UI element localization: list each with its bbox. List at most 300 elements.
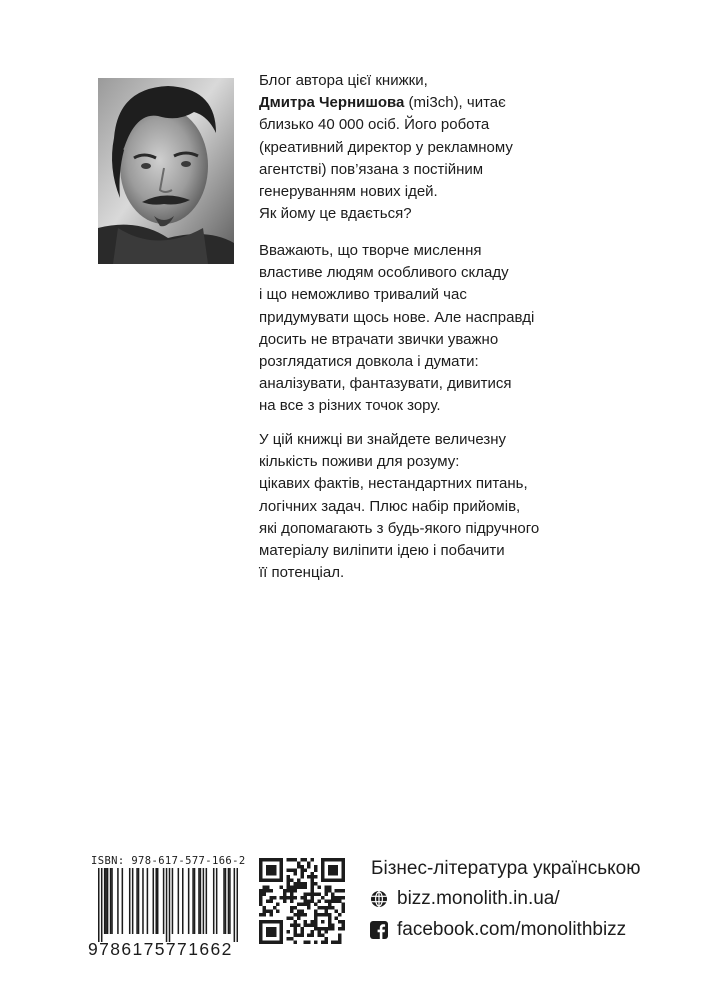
- qr-module: [259, 858, 263, 862]
- qr-module: [259, 899, 263, 903]
- barcode-bar: [111, 868, 113, 934]
- qr-module: [266, 886, 270, 890]
- text-line: властиве людям особливого складу: [259, 264, 509, 282]
- barcode-bar: [117, 868, 119, 934]
- qr-module: [287, 868, 291, 872]
- text-fragment: (mi3ch), читає: [404, 94, 506, 112]
- qr-module: [328, 920, 332, 924]
- qr-module: [293, 934, 297, 938]
- qr-module: [300, 910, 304, 914]
- text-line: і що неможливо тривалий час: [259, 286, 467, 304]
- qr-module: [311, 899, 315, 903]
- qr-module: [328, 923, 332, 927]
- qr-module: [259, 872, 263, 876]
- qr-module: [321, 872, 325, 876]
- qr-module: [297, 903, 301, 907]
- qr-module: [342, 896, 345, 900]
- qr-module: [338, 927, 342, 931]
- qr-module: [307, 934, 311, 938]
- qr-module: [314, 875, 318, 879]
- creative-thinking-paragraph: [259, 240, 589, 418]
- qr-module: [335, 941, 339, 944]
- qr-module: [342, 923, 345, 927]
- barcode-bar: [206, 868, 208, 934]
- qr-module: [266, 872, 270, 876]
- qr-module: [276, 879, 280, 883]
- qr-module: [269, 941, 273, 944]
- qr-module: [259, 892, 263, 896]
- qr-module: [307, 875, 311, 879]
- text-line: [259, 92, 589, 114]
- qr-module: [269, 913, 273, 917]
- qr-module: [266, 920, 270, 924]
- qr-module: [321, 865, 325, 869]
- qr-module: [269, 934, 273, 938]
- qr-module: [293, 930, 297, 934]
- qr-module: [307, 941, 311, 944]
- qr-module: [293, 920, 297, 924]
- qr-module: [280, 861, 284, 865]
- qr-module: [321, 861, 325, 865]
- qr-module: [314, 910, 318, 914]
- text-line: матеріалу виліпити ідею і побачити: [259, 542, 505, 560]
- qr-module: [321, 868, 325, 872]
- barcode-bar: [188, 868, 190, 934]
- qr-module: [266, 927, 270, 931]
- qr-module: [314, 892, 318, 896]
- qr-module: [342, 910, 345, 914]
- qr-module: [293, 927, 297, 931]
- qr-module: [300, 896, 304, 900]
- qr-module: [304, 868, 308, 872]
- qr-module: [324, 906, 328, 910]
- qr-module: [290, 923, 294, 927]
- qr-module: [287, 882, 291, 886]
- qr-module: [276, 858, 280, 862]
- qr-module: [311, 858, 315, 862]
- qr-module: [300, 927, 304, 931]
- barcode-bar: [101, 868, 103, 942]
- qr-module: [311, 875, 315, 879]
- qr-module: [259, 930, 263, 934]
- text-line: цікавих фактів, нестандартних питань,: [259, 475, 528, 493]
- qr-module: [328, 886, 332, 890]
- qr-module: [293, 858, 297, 862]
- barcode-bar: [142, 868, 144, 934]
- qr-module: [280, 934, 284, 938]
- qr-module: [293, 872, 297, 876]
- barcode-digits: 9786175771662: [88, 939, 233, 959]
- qr-module: [276, 903, 280, 907]
- isbn-label: ISBN: 978-617-577-166-2: [91, 855, 246, 867]
- qr-module: [283, 899, 287, 903]
- qr-module: [321, 920, 325, 924]
- qr-module: [311, 872, 315, 876]
- qr-module: [307, 899, 311, 903]
- qr-module: [259, 927, 263, 931]
- qr-module: [269, 920, 273, 924]
- qr-module: [311, 892, 315, 896]
- qr-module: [331, 879, 335, 883]
- qr-module: [266, 941, 270, 944]
- qr-module: [269, 879, 273, 883]
- qr-module: [317, 913, 321, 917]
- qr-module: [338, 896, 342, 900]
- qr-module: [314, 865, 318, 869]
- author-photo: [98, 78, 234, 264]
- author-name: Дмитра Чернишова: [259, 94, 405, 112]
- qr-module: [259, 903, 263, 907]
- qr-module: [273, 858, 277, 862]
- barcode-bar: [182, 868, 184, 934]
- qr-module: [290, 889, 294, 893]
- qr-module: [331, 872, 335, 876]
- qr-module: [307, 923, 311, 927]
- qr-module: [297, 910, 301, 914]
- qr-module: [324, 892, 328, 896]
- qr-module: [307, 906, 311, 910]
- qr-module: [293, 882, 297, 886]
- qr-module: [328, 858, 332, 862]
- barcode-bar: [203, 868, 205, 934]
- qr-module: [342, 872, 345, 876]
- qr-module: [259, 923, 263, 927]
- qr-module: [328, 927, 332, 931]
- qr-module: [300, 872, 304, 876]
- qr-module: [321, 927, 325, 931]
- qr-module: [297, 934, 301, 938]
- qr-module: [311, 920, 315, 924]
- qr-module: [331, 906, 335, 910]
- text-line: близько 40 000 осіб. Його робота: [259, 116, 490, 134]
- qr-module: [335, 889, 339, 893]
- text-line: Як йому це вдається?: [259, 205, 412, 223]
- qr-module: [335, 899, 339, 903]
- qr-module: [283, 889, 287, 893]
- barcode-bar: [136, 868, 138, 934]
- qr-module: [280, 872, 284, 876]
- qr-module: [269, 889, 273, 893]
- qr-module: [317, 899, 321, 903]
- qr-module: [317, 934, 321, 938]
- qr-module: [259, 861, 263, 865]
- qr-module: [266, 934, 270, 938]
- text-line: досить не втрачати звички уважно: [259, 330, 499, 348]
- qr-module: [328, 879, 332, 883]
- qr-module: [342, 920, 345, 924]
- qr-module: [304, 892, 308, 896]
- qr-module: [262, 879, 266, 883]
- qr-module: [273, 930, 277, 934]
- qr-module: [300, 886, 304, 890]
- globe-icon: [370, 890, 388, 908]
- qr-module: [321, 879, 325, 883]
- qr-module: [287, 889, 291, 893]
- qr-module: [331, 868, 335, 872]
- qr-module: [342, 906, 345, 910]
- qr-module: [262, 906, 266, 910]
- qr-module: [269, 858, 273, 862]
- text-line: її потенціал.: [259, 564, 345, 582]
- qr-module: [307, 903, 311, 907]
- qr-module: [338, 858, 342, 862]
- qr-module: [338, 899, 342, 903]
- qr-module: [314, 882, 318, 886]
- qr-module: [287, 896, 291, 900]
- qr-module: [331, 941, 335, 944]
- qr-module: [314, 868, 318, 872]
- qr-module: [311, 879, 315, 883]
- qr-module: [259, 913, 263, 917]
- qr-module: [269, 872, 273, 876]
- qr-module: [328, 903, 332, 907]
- qr-module: [321, 934, 325, 938]
- series-title: Бізнес-література українською: [371, 858, 641, 879]
- qr-module: [331, 899, 335, 903]
- qr-module: [335, 879, 339, 883]
- qr-module: [290, 868, 294, 872]
- qr-module: [262, 889, 266, 893]
- qr-module: [304, 903, 308, 907]
- qr-module: [290, 879, 294, 883]
- qr-module: [328, 889, 332, 893]
- qr-module: [259, 868, 263, 872]
- barcode-bar: [192, 868, 194, 934]
- qr-module: [314, 927, 318, 931]
- barcode-bar: [153, 868, 155, 934]
- qr-module: [259, 896, 263, 900]
- qr-module: [297, 916, 301, 920]
- text-line: Вважають, що творче мислення: [259, 242, 482, 259]
- qr-module: [259, 937, 263, 941]
- barcode-bar: [234, 868, 236, 942]
- qr-module: [280, 930, 284, 934]
- qr-module: [314, 916, 318, 920]
- barcode-bar: [107, 868, 109, 934]
- qr-module: [266, 899, 270, 903]
- qr-module: [328, 906, 332, 910]
- qr-module: [287, 937, 291, 941]
- qr-module: [317, 906, 321, 910]
- qr-module: [324, 937, 328, 941]
- qr-module: [276, 941, 280, 944]
- barcode-bar: [169, 868, 171, 942]
- qr-module: [338, 879, 342, 883]
- qr-module: [300, 858, 304, 862]
- qr-module: [262, 892, 266, 896]
- qr-module: [335, 910, 339, 914]
- qr-module: [338, 889, 342, 893]
- qr-module: [273, 941, 277, 944]
- qr-module: [266, 879, 270, 883]
- qr-module: [290, 886, 294, 890]
- qr-module: [280, 920, 284, 924]
- book-contents-paragraph: [259, 429, 589, 584]
- qr-module: [290, 906, 294, 910]
- qr-module: [269, 927, 273, 931]
- qr-module: [283, 892, 287, 896]
- qr-module: [293, 896, 297, 900]
- barcode-bar: [216, 868, 218, 934]
- qr-module: [342, 927, 345, 931]
- qr-module: [331, 865, 335, 869]
- qr-module: [273, 896, 277, 900]
- qr-module: [335, 896, 339, 900]
- qr-module: [324, 858, 328, 862]
- qr-module: [304, 941, 308, 944]
- qr-module: [293, 889, 297, 893]
- qr-module: [290, 916, 294, 920]
- qr-code: [259, 858, 345, 944]
- qr-module: [266, 858, 270, 862]
- qr-module: [317, 886, 321, 890]
- barcode-bar: [104, 868, 106, 934]
- barcode-bar: [138, 868, 140, 934]
- text-line: логічних задач. Плюс набір прийомів,: [259, 497, 521, 515]
- qr-module: [266, 910, 270, 914]
- barcode-bar: [166, 868, 168, 942]
- facebook-row[interactable]: [370, 919, 626, 941]
- barcode-bar: [122, 868, 124, 934]
- qr-module: [342, 879, 345, 883]
- text-line: придумувати щось нове. Але насправді: [259, 308, 535, 326]
- qr-module: [269, 896, 273, 900]
- qr-module: [259, 941, 263, 944]
- qr-module: [331, 896, 335, 900]
- qr-module: [300, 934, 304, 938]
- qr-module: [342, 861, 345, 865]
- barcode-bar: [178, 868, 180, 934]
- qr-module: [311, 889, 315, 893]
- qr-module: [331, 892, 335, 896]
- qr-module: [293, 913, 297, 917]
- qr-module: [290, 899, 294, 903]
- qr-module: [280, 896, 284, 900]
- qr-module: [338, 920, 342, 924]
- qr-module: [297, 865, 301, 869]
- qr-module: [287, 886, 291, 890]
- barcode-bar: [129, 868, 131, 934]
- qr-module: [262, 920, 266, 924]
- qr-module: [321, 913, 325, 917]
- qr-module: [311, 886, 315, 890]
- qr-module: [280, 858, 284, 862]
- barcode-bar: [157, 868, 159, 934]
- qr-module: [314, 923, 318, 927]
- qr-module: [307, 892, 311, 896]
- text-line: розглядатися довкола і думати:: [259, 353, 479, 371]
- qr-module: [311, 896, 315, 900]
- qr-module: [280, 886, 284, 890]
- qr-module: [324, 879, 328, 883]
- qr-module: [273, 934, 277, 938]
- website-link[interactable]: bizz.monolith.in.ua/: [397, 888, 560, 909]
- qr-module: [321, 941, 325, 944]
- qr-module: [304, 920, 308, 924]
- qr-module: [283, 896, 287, 900]
- qr-module: [266, 930, 270, 934]
- qr-module: [321, 875, 325, 879]
- barcode-bar: [194, 868, 196, 934]
- qr-module: [259, 865, 263, 869]
- qr-module: [342, 889, 345, 893]
- qr-module: [328, 868, 332, 872]
- qr-module: [259, 879, 263, 883]
- qr-module: [259, 889, 263, 893]
- qr-module: [262, 858, 266, 862]
- qr-module: [331, 927, 335, 931]
- qr-module: [338, 941, 342, 944]
- qr-module: [300, 882, 304, 886]
- qr-module: [262, 913, 266, 917]
- qr-module: [300, 868, 304, 872]
- qr-module: [297, 882, 301, 886]
- qr-module: [335, 916, 339, 920]
- author-intro-paragraph: [259, 70, 589, 225]
- barcode-bar: [163, 868, 165, 934]
- ean-barcode: [88, 868, 238, 942]
- qr-module: [300, 930, 304, 934]
- barcode-bar: [223, 868, 225, 934]
- qr-module: [280, 865, 284, 869]
- qr-module: [259, 934, 263, 938]
- qr-module: [307, 865, 311, 869]
- qr-module: [266, 865, 270, 869]
- qr-module: [293, 906, 297, 910]
- qr-module: [314, 920, 318, 924]
- qr-module: [342, 865, 345, 869]
- qr-module: [304, 882, 308, 886]
- barcode-bar: [105, 868, 107, 934]
- qr-module: [280, 937, 284, 941]
- qr-module: [324, 930, 328, 934]
- qr-module: [297, 879, 301, 883]
- facebook-link[interactable]: facebook.com/monolithbizz: [397, 919, 627, 940]
- qr-module: [287, 930, 291, 934]
- qr-module: [280, 875, 284, 879]
- qr-module: [304, 896, 308, 900]
- text-line: які допомагають з будь-якого підручного: [259, 519, 540, 537]
- qr-module: [324, 927, 328, 931]
- qr-module: [287, 916, 291, 920]
- barcode-bar: [98, 868, 100, 942]
- qr-module: [300, 903, 304, 907]
- website-row[interactable]: [370, 888, 560, 910]
- qr-module: [259, 920, 263, 924]
- qr-module: [290, 858, 294, 862]
- qr-module: [328, 913, 332, 917]
- qr-module: [324, 913, 328, 917]
- qr-module: [331, 858, 335, 862]
- qr-module: [293, 941, 297, 944]
- qr-module: [269, 865, 273, 869]
- facebook-icon: [370, 921, 388, 939]
- qr-module: [297, 886, 301, 890]
- qr-module: [297, 923, 301, 927]
- qr-module: [321, 896, 325, 900]
- qr-module: [287, 879, 291, 883]
- qr-module: [297, 913, 301, 917]
- barcode-bar: [213, 868, 215, 934]
- barcode-bar: [147, 868, 149, 934]
- qr-module: [273, 920, 277, 924]
- qr-module: [300, 913, 304, 917]
- qr-module: [273, 927, 277, 931]
- qr-module: [280, 879, 284, 883]
- qr-module: [335, 872, 339, 876]
- qr-module: [280, 927, 284, 931]
- qr-module: [338, 934, 342, 938]
